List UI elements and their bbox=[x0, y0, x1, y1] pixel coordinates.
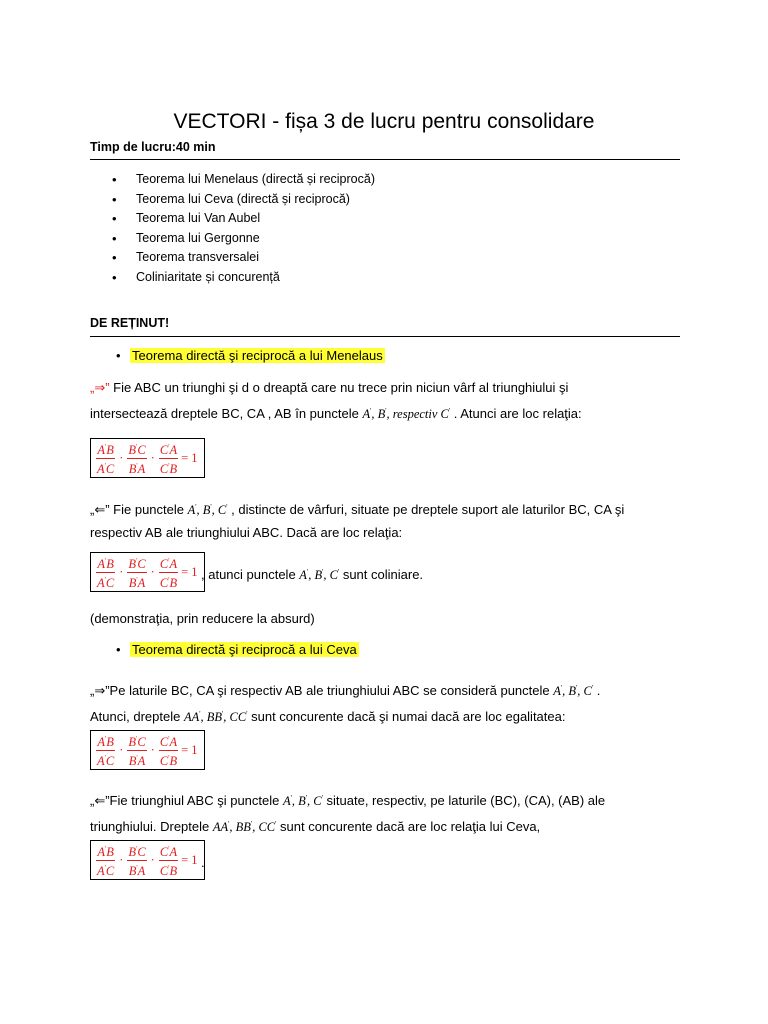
section-title: DE REȚINUT! bbox=[90, 316, 170, 330]
fraction: $\frac{A'B}{A'C}$ bbox=[96, 440, 115, 475]
menelaus-direct-line1: „⇒” Fie ABC un triunghi şi d o dreaptă care nu trece prin niciun vârf al triunghiului şi bbox=[90, 380, 569, 395]
work-time: Timp de lucru:40 min bbox=[90, 140, 216, 154]
points-abc: A', B', respectiv C' bbox=[362, 406, 451, 421]
fraction: $\frac{B'C}{B'A}$ bbox=[127, 554, 146, 589]
menelaus-reverse-formula: $\frac{A'B}{A'C}$ · $\frac{B'C}{B'A}$ · $\frac{C'A}{C'B}$ = 1 bbox=[90, 552, 205, 592]
ceva-reverse-formula: $\frac{A'B}{A'C}$ · $\frac{B'C}{B'A}$ · $\frac{C'A}{C'B}$ = 1 bbox=[90, 840, 205, 880]
fraction: $\frac{B'C}{B'A}$ bbox=[127, 732, 146, 767]
list-item: • Teorema transversalei bbox=[112, 248, 375, 268]
divider bbox=[90, 159, 680, 160]
fraction: $\frac{C'A}{C'B}$ bbox=[159, 554, 178, 589]
menelaus-reverse-line1: „⇐” Fie punctele A', B', C' , distincte de vârfuri, situate pe dreptele suport ale laturilor BC, CA şi bbox=[90, 502, 625, 517]
equals-one: = 1 bbox=[181, 450, 198, 465]
menelaus-formula: $\frac{A'B}{A'C}$ · $\frac{B'C}{B'A}$ · $\frac{C'A}{C'B}$ = 1 bbox=[90, 438, 205, 478]
page-title: VECTORI - fișa 3 de lucru pentru consolidare bbox=[173, 110, 595, 133]
list-item: • Teorema lui Gergonne bbox=[112, 229, 375, 249]
ceva-end-dot: . bbox=[201, 855, 205, 870]
ceva-direct-line2: Atunci, dreptele AA', BB', CC' sunt concurente dacă şi numai dacă are loc egalitatea: bbox=[90, 709, 566, 724]
ceva-direct-line1: „⇒”Pe laturile BC, CA şi respectiv AB ale triunghiului ABC se consideră punctele A', B', C' . bbox=[90, 683, 601, 698]
equals-one: = 1 bbox=[181, 852, 198, 867]
fraction: $\frac{B'C}{B'A}$ bbox=[127, 440, 146, 475]
equals-one: = 1 bbox=[181, 564, 198, 579]
ceva-formula: $\frac{A'B}{A'C}$ · $\frac{B'C}{B'A}$ · $\frac{C'A}{C'B}$ = 1 bbox=[90, 730, 205, 770]
fraction: $\frac{C'A}{C'B}$ bbox=[159, 842, 178, 877]
list-item: • Coliniaritate și concurență bbox=[112, 268, 375, 288]
fraction: $\frac{A'B}{A'C}$ bbox=[96, 842, 115, 877]
menelaus-reverse-line2: respectiv AB ale triunghiului ABC. Dacă are loc relaţia: bbox=[90, 525, 403, 540]
topic-list bbox=[112, 170, 375, 288]
menelaus-collinear-text: , atunci punctele A', B', C' sunt coliniare. bbox=[201, 567, 424, 582]
fraction: $\frac{C'A}{C'B}$ bbox=[159, 732, 178, 767]
divider bbox=[90, 336, 680, 337]
equals-one: = 1 bbox=[181, 742, 198, 757]
ceva-reverse-line2: triunghiului. Dreptele AA', BB', CC' sunt concurente dacă are loc relaţia lui Ceva, bbox=[90, 819, 541, 834]
proof-note: (demonstraţia, prin reducere la absurd) bbox=[90, 611, 315, 626]
fraction: $\frac{A'B}{A'C}$ bbox=[96, 732, 115, 767]
fraction: $\frac{C'A}{C'B}$ bbox=[159, 440, 178, 475]
list-item: • Teorema lui Menelaus (directă și reciprocă) bbox=[112, 170, 375, 190]
menelaus-direct-line2: intersectează dreptele BC, CA , AB în punctele A', B', respectiv C' . Atunci are loc relaţia: bbox=[90, 406, 582, 421]
list-item: • Teorema lui Van Aubel bbox=[112, 209, 375, 229]
ceva-heading: • Teorema directă şi reciprocă a lui Ceva bbox=[116, 642, 357, 657]
ceva-reverse-line1: „⇐”Fie triunghiul ABC şi punctele A', B', C' situate, respectiv, pe laturile (BC), (CA), (AB) ale bbox=[90, 793, 606, 808]
fraction: $\frac{B'C}{B'A}$ bbox=[127, 842, 146, 877]
menelaus-heading: • Teorema directă şi reciprocă a lui Menelaus bbox=[116, 348, 383, 363]
list-item: • Teorema lui Ceva (directă și reciprocă) bbox=[112, 190, 375, 210]
fraction: $\frac{A'B}{A'C}$ bbox=[96, 554, 115, 589]
